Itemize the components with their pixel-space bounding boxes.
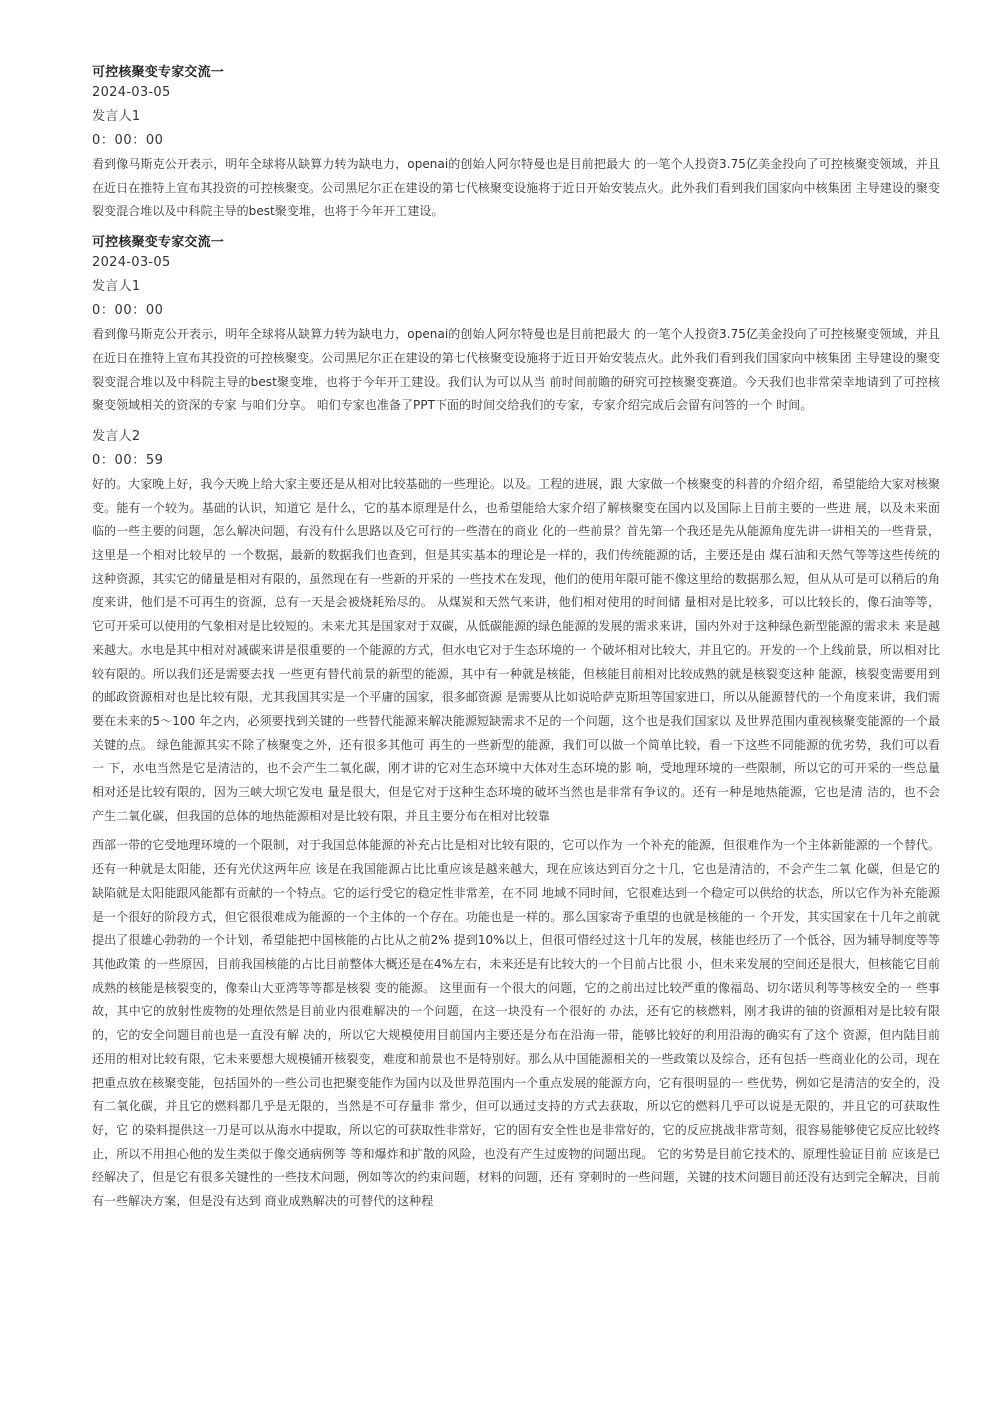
speaker-label: 发言人1 xyxy=(92,279,141,295)
speaker-label: 发言人2 xyxy=(92,428,141,444)
transcript-paragraph: 好的。大家晚上好，我今天晚上给大家主要还是从相对比较基础的一些理论。以及。工程的进展，跟 大家做一个核聚变的科普的介绍介绍，希望能给大家对核聚变。能有一个较为。基础的认识，知道它 是什么，它的基本原理是什么，也希望能给大家介绍了解核聚变在国内以及国际上目前主要的一些进 展，以及未来面临的一些主要的问题，怎么解决问题，有没有什么思路以及它可行的一些潜在的商业 化的一些前景？首先第一个我还是先从能源角度先讲一讲相关的一些背景，这里是一个相对比较早的 一个数据，最新的数据我们也查到，但是其实基本的理论是一样的，我们传统能源的话，主要还是由 煤石油和天然气等等这些传统的这种资源，其实它的储量是相对有限的，虽然现在有一些新的开采的 一些技术在发现，他们的使用年限可能不像这里给的数据那么短，但从从可是可以稍后的角度来讲，他们是不可再生的资源，总有一天是会被烧耗殆尽的。 从煤炭和天然气来讲，他们相对使用的时间储 量相对是比较多，可以比较长的，像石油等等，它可开采可以使用的气象相对是比较短的。未来尤其是国家对于双碳，从低碳能源的绿色能源的发展的需求来讲，国内外对于这种绿色新型能源的需求未 来是越来越大。水电是其中相对对减碳来讲是很重要的一个能源的方式，但水电它对于生态环境的一 个破坏相对比较大，并且它的。开发的一个上线前景，所以相对比较有限的。所以我们还是需要去找 一些更有替代前景的新型的能源，其中有一种就是核能，但核能目前相对比较成熟的就是核裂变这种 能源，核裂变需要用到的邮政资源相对也是比较有限，尤其我国其实是一个平庸的国家，很多邮资源 是需要从比如说哈萨克斯坦等国家进口，所以从能源替代的一个角度来讲，我们需要在未来的5～100 年之内，必须要找到关键的一些替代能源来解决能源短缺需求不足的一个问题，这个也是我们国家以 及世界范围内重视核聚变能源的一个最关键的点。 绿色能源其实不除了核聚变之外，还有很多其他可 再生的一些新型的能源，我们可以做一个简单比较，看一下这些不同能源的优劣势，我们可以看一 下，水电当然是它是清洁的，也不会产生二氧化碳，刚才讲的它对生态环境中大体对生态环境的影 响，受地理环境的一些限制，所以它的可开采的一些总量相对还是比较有限的，因为三峡大坝它发电 量是很大，但是它对于这种生态环境的破坏当然也是非常有争议的。还有一种是地热能源，它也是清 洁的，也不会产生二氧化碳，但我国的总体的地热能源相对是比较有限，并且主要分布在相对比较靠 xyxy=(92,476,940,823)
speaker-label: 发言人1 xyxy=(92,109,141,124)
section-1 xyxy=(92,64,940,224)
timestamp: 0：00：00 xyxy=(92,133,164,148)
timestamp: 0：00：00 xyxy=(92,303,164,319)
section-3 xyxy=(92,428,940,1214)
doc-title: 可控核聚变专家交流一 xyxy=(92,235,225,251)
timestamp: 0：00：59 xyxy=(92,452,164,468)
doc-date: 2024-03-05 xyxy=(92,255,171,271)
transcript-paragraph: 西部一带的它受地理环境的一个限制，对于我国总体能源的补充占比是相对比较有限的，它可以作为 一个补充的能源，但很难作为一个主体新能源的一个替代。 还有一种就是太阳能，还有光伏这两年应 该是在我国能源占比比重应该是越来越大，现在应该达到百分之十几，它也是清洁的，不会产生二氧 化碳，但是它的缺陷就是太阳能跟风能都有贡献的一个特点。它的运行受它的稳定性非常差，在不同 地域不同时间，它很难达到一个稳定可以供给的状态，所以它作为补充能源是一个很好的阶段方式，但它很很难成为能源的一个主体的一个存在。功能也是一样的。那么国家寄予重望的也就是核能的一 个开发，其实国家在十几年之前就提出了很雄心勃勃的一个计划，希望能把中国核能的占比从之前2% 提到10%以上，但很可惜经过这十几年的发展，核能也经历了一个低谷，因为辅导制度等等其他政策 的一些原因，目前我国核能的占比目前整体大概还是在4%左右，未来还是有比较大的一个目前占比很 小，但未来发展的空间还是很大，但核能它目前成熟的核能是核裂变的，像秦山大亚湾等等都是核裂 变的能源。 这里面有一个很大的问题，它的之前出过比较严重的像福岛、切尔诺贝利等等核安全的一 些事故，其中它的放射性废物的处理依然是目前业内很难解决的一个问题，在这一块没有一个很好的 办法，还有它的核燃料，刚才我讲的铀的资源相对是比较有限的，它的安全问题目前也是一直没有解 决的，所以它大规模使用目前国内主要还是分布在沿海一带，能够比较好的利用沿海的确实有了这个 资源，但内陆目前还用的相对比较有限，它未来要想大规模铺开核裂变，难度和前景也不是特别好。那么从中国能源相关的一些政策以及综合，还有包括一些商业化的公司，现在把重点放在核聚变能，包括国外的一些公司也把聚变能作为国内以及世界范围内一个重点发展的能源方向，它有很明显的一 些优势，例如它是清洁的安全的，没有二氧化碳，并且它的燃料都几乎是无限的，当然是不可存量非 常少，但可以通过支持的方式去获取，所以它的燃料几乎可以说是无限的，并且它的可获取性好，它 的染料提供这一刀是可以从海水中提取，所以它的可获取性非常好，它的固有安全性也是非常好的，它的反应挑战非常苛刻，很容易能够使它反应比较终止，所以不用担心他的发生类似于像交通病例等 等和爆炸和扩散的风险，也没有产生过废物的问题出现。 它的劣势是目前它技术的、原理性验证目前 应该是已经解决了，但是它有很多关键性的一些技术问题，例如等次的约束问题，材料的问题，还有 穿刺时的一些问题，关键的技术问题目前还没有达到完全解决，目前有一些解决方案，但是没有达到 商业成熟解决的可替代的这种程 xyxy=(92,838,940,1209)
transcript-paragraph: 看到像马斯克公开表示，明年全球将从缺算力转为缺电力，openai的创始人阿尔特曼也是目前把最大 的一笔个人投资3.75亿美金投向了可控核聚变领域，并且在近日在推特上宣布其投资的可控核聚变。公司黑尼尔正在建设的第七代核聚变设施将于近日开始安装点火。此外我们看到我们国家向中核集团 主导建设的聚变裂变混合堆以及中科院主导的best聚变堆，也将于今年开工建设。我们认为可以从当 前时间前瞻的研究可控核聚变赛道。今天我们也非常荣幸地请到了可控核聚变领域相关的资深的专家 与咱们分享。 咱们专家也准备了PPT下面的时间交给我们的专家，专家介绍完成后会留有问答的一个 时间。 xyxy=(92,327,940,413)
doc-title: 可控核聚变专家交流一 xyxy=(92,65,225,80)
document-page xyxy=(92,64,940,1220)
transcript-paragraph: 看到像马斯克公开表示，明年全球将从缺算力转为缺电力，openai的创始人阿尔特曼也是目前把最大 的一笔个人投资3.75亿美金投向了可控核聚变领域，并且在近日在推特上宣布其投资的可控核聚变。公司黑尼尔正在建设的第七代核聚变设施将于近日开始安装点火。此外我们看到我们国家向中核集团 主导建设的聚变裂变混合堆以及中科院主导的best聚变堆，也将于今年开工建设。 xyxy=(92,157,940,219)
section-2 xyxy=(92,234,940,418)
doc-date: 2024-03-05 xyxy=(92,85,171,100)
